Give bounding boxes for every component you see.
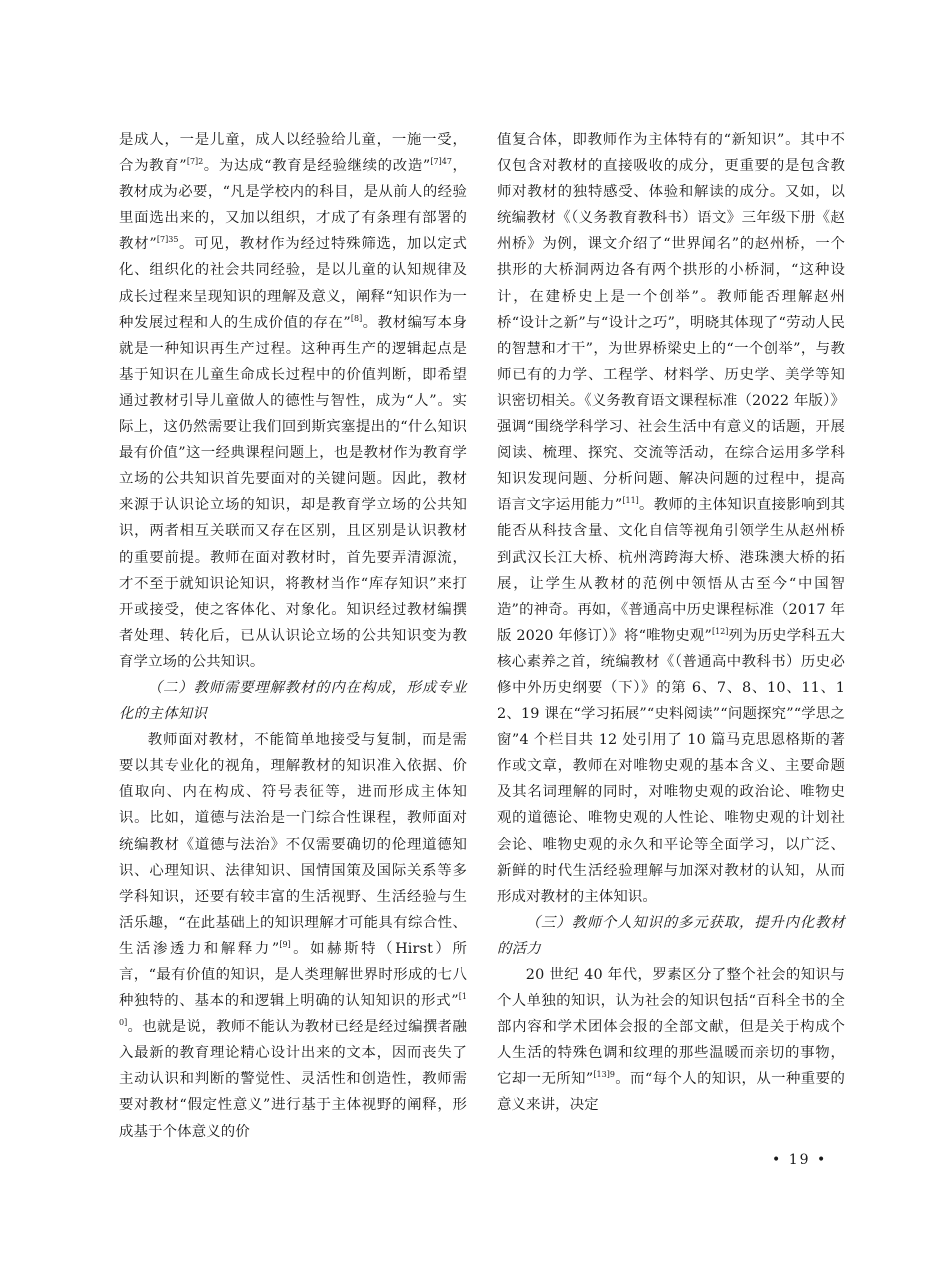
citation: [13]9 [593,1070,615,1080]
page-number: • 19 • [772,1152,828,1168]
section-heading: （二）教师需要理解教材的内在构成，形成专业化的主体知识 [119,679,467,723]
citation: [10] [119,992,467,1028]
citation: [12] [711,626,729,636]
citation: [8] [350,313,363,323]
citation: [11] [622,496,639,506]
right-column [497,127,845,1119]
citation: [9] [279,940,291,950]
paragraph: 值复合体，即教师作为主体特有的“新知识”。其中不仅包含对教材的直接吸收的成分，更重要的是包含教师对教材的独特感受、体验和解读的成分。又如，以统编教材《（义务教育教科书）语文》三年级下册《赵州桥》为例，课文介绍了“世界闻名”的赵州桥，一个拱形的大桥洞两边各有两个拱形的小桥洞，“这种设计，在建桥史上是一个创举”。教师能否理解赵州桥“设计之新”与“设计之巧”，明晓其体现了“劳动人民的智慧和才干”，为世界桥梁史上的“一个创举”，与教师已有的力学、工程学、材料学、历史学、美学等知识密切相关。《义务教育语文课程标准（2022 年版）》强调“围绕学科学习、社会生活中有意义的话题，开展阅读、梳理、探究、交流等活动，在综合运用多学科知识发现问题、分析问题、解决问题的过程中，提高语言文字运用能力”[11]。教师的主体知识直接影响到其能否从科技含量、文化自信等视角引领学生从赵州桥到武汉长江大桥、杭州湾跨海大桥、港珠澳大桥的拓展，让学生从教材的范例中领悟从古至今“中国智造”的神奇。再如，《普通高中历史课程标准（2017 年版 2020 年修订）》将“唯物史观”[12]列为历史学科五大核心素养之首，统编教材《（普通高中教科书）历史必修中外历史纲要（下）》的第 6、7、8、10、11、12、19 课在“学习拓展”“史料阅读”“问题探究”“学思之窗”4 个栏目共 12 处引用了 10 篇马克思恩格斯的著作或文章，教师在对唯物史观的基本含义、主要命题及其名词理解的同时，对唯物史观的政治论、唯物史观的道德论、唯物史观的人性论、唯物史观的计划社会论、唯物史观的永久和平论等全面学习，以广泛、新鲜的时代生活经验理解与加深对教材的认知，从而形成对教材的主体知识。 [497,132,845,905]
citation: [7]2 [186,157,204,167]
paragraph: 教师面对教材，不能简单地接受与复制，而是需要以其专业化的视角，理解教材的知识准入依据、价值取向、内在构成、符号表征等，进而形成主体知识。比如，道德与法治是一门综合性课程，教师面对统编教材《道德与法治》不仅需要确切的伦理道德知识、心理知识、法律知识、国情国策及国际关系等多学科知识，还要有较丰富的生活视野、生活经验与生活乐趣，“在此基础上的知识理解才可能具有综合性、生活渗透力和解释力”[9]。如赫斯特（Hirst）所言，“最有价值的知识，是人类理解世界时形成的七八种独特的、基本的和逻辑上明确的认知知识的形式”[10]。也就是说，教师不能认为教材已经是经过编撰者融入最新的教育理论精心设计出来的文本，因而丧失了主动认识和判断的警觉性、灵活性和创造性，教师需要对教材“假定性意义”进行基于主体视野的阐释，形成基于个体意义的价 [119,732,467,1140]
left-column [119,127,467,1145]
citation: [7]35 [156,235,179,245]
paragraph: 20 世纪 40 年代，罗素区分了整个社会的知识与个人单独的知识，认为社会的知识包括“百科全书的全部内容和学术团体会报的全部文献，但是关于构成个人生活的特殊色调和纹理的那些温暖而亲切的事物，它却一无所知”$^{[13]9}$。而“每个人的知识，从一种重要的意义来讲，决定 [497,967,845,1114]
section-heading: （三）教师个人知识的多元获取，提升内化教材的活力 [497,914,845,957]
citation: [7]47 [430,157,452,167]
paragraph: 是成人，一是儿童，成人以经验给儿童，一施一受，合为教育”$^{[7]2}$。为达成“教育是经验继续的改造”$^{[7]47}$，教材成为必要，“凡是学校内的科目，是从前人的经验里面选出来的，又加以组织，才成了有条理有部署的教材”$^{[7]35}$。可见，教材作为经过特殊筛选，加以定式化、组织化的社会共同经验，是以儿童的认知规律及成长过程来呈现知识的理解及意义，阐释“知识作为一种发展过程和人的生成价值的存在”[8]。教材编写本身就是一种知识再生产过程。这种再生产的逻辑起点是基于知识在儿童生命成长过程中的价值判断，即希望通过教材引导儿童做人的德性与智性，成为“人”。实际上，这仍然需要让我们回到斯宾塞提出的“什么知识最有价值”这一经典课程问题上，也是教材作为教育学立场的公共知识首先要面对的关键问题。因此，教材来源于认识论立场的知识，却是教育学立场的公共知识，两者相互关联而又存在区别，且区别是认识教材的重要前提。教师在面对教材时，首先要弄清源流，才不至于就知识论知识，将教材当作“库存知识”来打开或接受，使之客体化、对象化。知识经过教材编撰者处理、转化后，已从认识论立场的公共知识变为教育学立场的公共知识。 [119,132,467,670]
